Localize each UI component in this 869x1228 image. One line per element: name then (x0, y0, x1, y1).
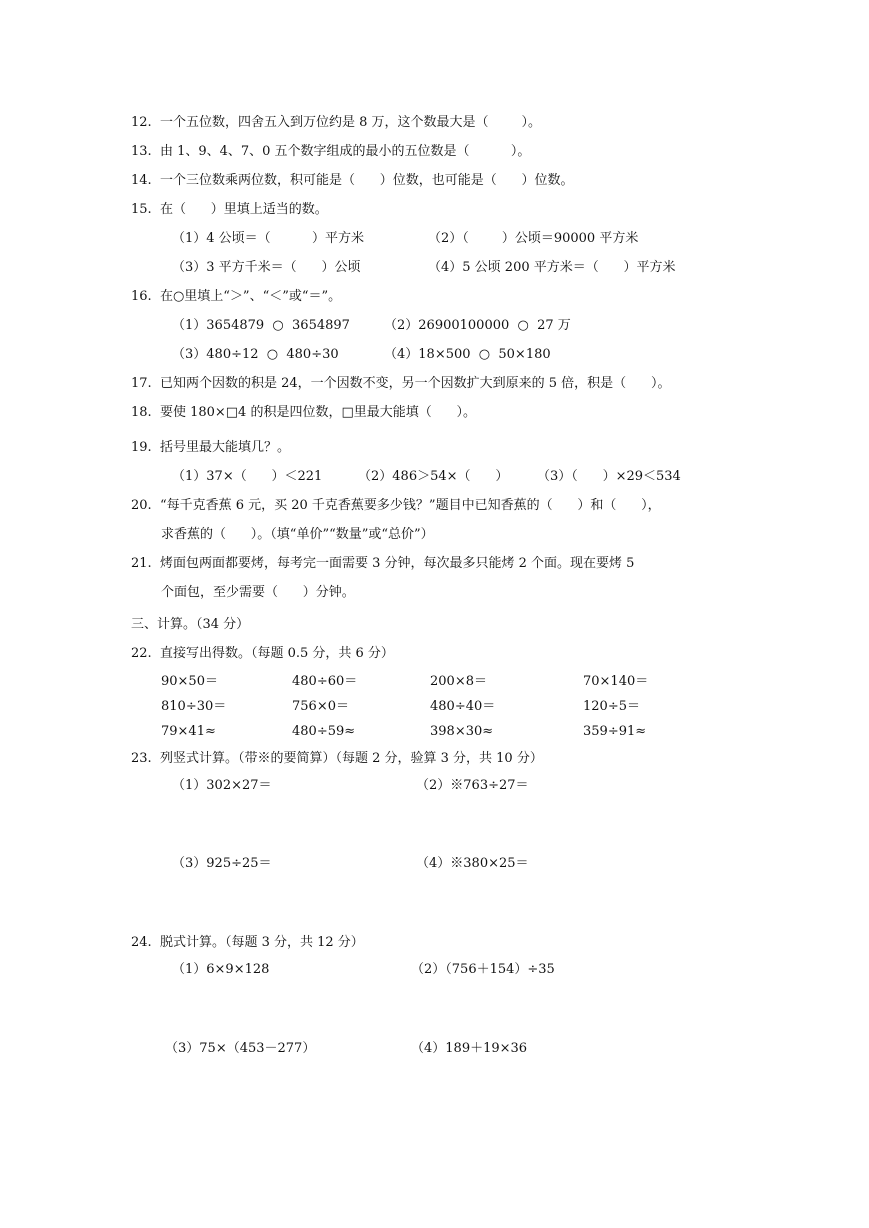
question-12: 12. 一个五位数，四舍五入到万位约是 8 万，这个数最大是（ ）。 (131, 115, 542, 130)
oral-calc-item: 480÷40＝ (430, 699, 496, 714)
question-16-item-3: （3）480÷12 ○ 480÷30 (172, 347, 339, 362)
section-3-heading: 三、计算。（34 分） (131, 617, 250, 632)
question-19-item-3: （3）（ ）×29＜534 (537, 469, 681, 484)
question-16-item-2: （2）26900100000 ○ 27 万 (384, 318, 571, 333)
question-20-line-1: 20. “每千克香蕉 6 元，买 20 千克香蕉要多少钱？”题目中已知香蕉的（ ）和（ ）， (131, 498, 661, 513)
oral-calc-item: 70×140＝ (583, 674, 649, 689)
question-23-item-3: （3）925÷25＝ (172, 856, 272, 871)
question-23-item-2: （2）※763÷27＝ (416, 778, 529, 793)
question-16-item-4: （4）18×500 ○ 50×180 (384, 347, 551, 362)
oral-calc-item: 120÷5＝ (583, 699, 640, 714)
oral-calc-item: 480÷60＝ (292, 674, 358, 689)
question-16: 16. 在○里填上“＞”、“＜”或“＝”。 (131, 289, 342, 304)
question-15-item-4: （4）5 公顷 200 平方米＝（ ）平方米 (428, 260, 676, 275)
oral-calc-item: 79×41≈ (161, 724, 216, 739)
question-15-item-3: （3）3 平方千米＝（ ）公顷 (172, 260, 361, 275)
question-24-item-2: （2）（756＋154）÷35 (411, 962, 555, 977)
question-19-item-1: （1）37×（ ）＜221 (172, 469, 323, 484)
question-19: 19. 括号里最大能填几？。 (131, 440, 290, 455)
question-23-item-4: （4）※380×25＝ (416, 856, 529, 871)
oral-calc-item: 90×50＝ (161, 674, 218, 689)
question-23: 23. 列竖式计算。（带※的要简算）（每题 2 分，验算 3 分，共 10 分） (131, 751, 543, 766)
question-19-item-2: （2）486＞54×（ ） (358, 469, 509, 484)
question-21-line-2: 个面包，至少需要（ ）分钟。 (161, 585, 355, 600)
question-15-item-1: （1）4 公顷＝（ ）平方米 (172, 231, 364, 246)
question-22: 22. 直接写出得数。（每题 0.5 分，共 6 分） (131, 646, 394, 661)
question-15: 15. 在（ ）里填上适当的数。 (131, 202, 328, 217)
oral-calc-item: 756×0＝ (292, 699, 349, 714)
question-24-item-1: （1）6×9×128 (172, 962, 270, 977)
question-24: 24. 脱式计算。（每题 3 分，共 12 分） (131, 935, 364, 950)
question-16-item-1: （1）3654879 ○ 3654897 (172, 318, 350, 333)
question-23-item-1: （1）302×27＝ (172, 778, 272, 793)
question-17: 17. 已知两个因数的积是 24，一个因数不变，另一个因数扩大到原来的 5 倍，积是（ ）。 (131, 376, 671, 391)
oral-calc-item: 810÷30＝ (161, 699, 227, 714)
oral-calc-item: 398×30≈ (430, 724, 494, 739)
question-14: 14. 一个三位数乘两位数，积可能是（ ）位数，也可能是（ ）位数。 (131, 173, 574, 188)
oral-calc-item: 480÷59≈ (292, 724, 356, 739)
question-24-item-4: （4）189＋19×36 (411, 1041, 528, 1056)
question-15-item-2: （2）（ ）公顷＝90000 平方米 (428, 231, 639, 246)
oral-calc-item: 200×8＝ (430, 674, 487, 689)
question-13: 13. 由 1、9、4、7、0 五个数字组成的最小的五位数是（ ）。 (131, 144, 531, 159)
question-18: 18. 要使 180×□4 的积是四位数，□里最大能填（ ）。 (131, 405, 477, 420)
question-21-line-1: 21. 烤面包两面都要烤，每考完一面需要 3 分钟，每次最多只能烤 2 个面。现在要烤 5 (131, 556, 635, 571)
question-20-line-2: 求香蕉的（ ）。（填“单价”“数量”或“总价”） (161, 527, 434, 542)
question-24-item-3: （3）75×（453－277） (165, 1041, 316, 1056)
oral-calc-item: 359÷91≈ (583, 724, 647, 739)
